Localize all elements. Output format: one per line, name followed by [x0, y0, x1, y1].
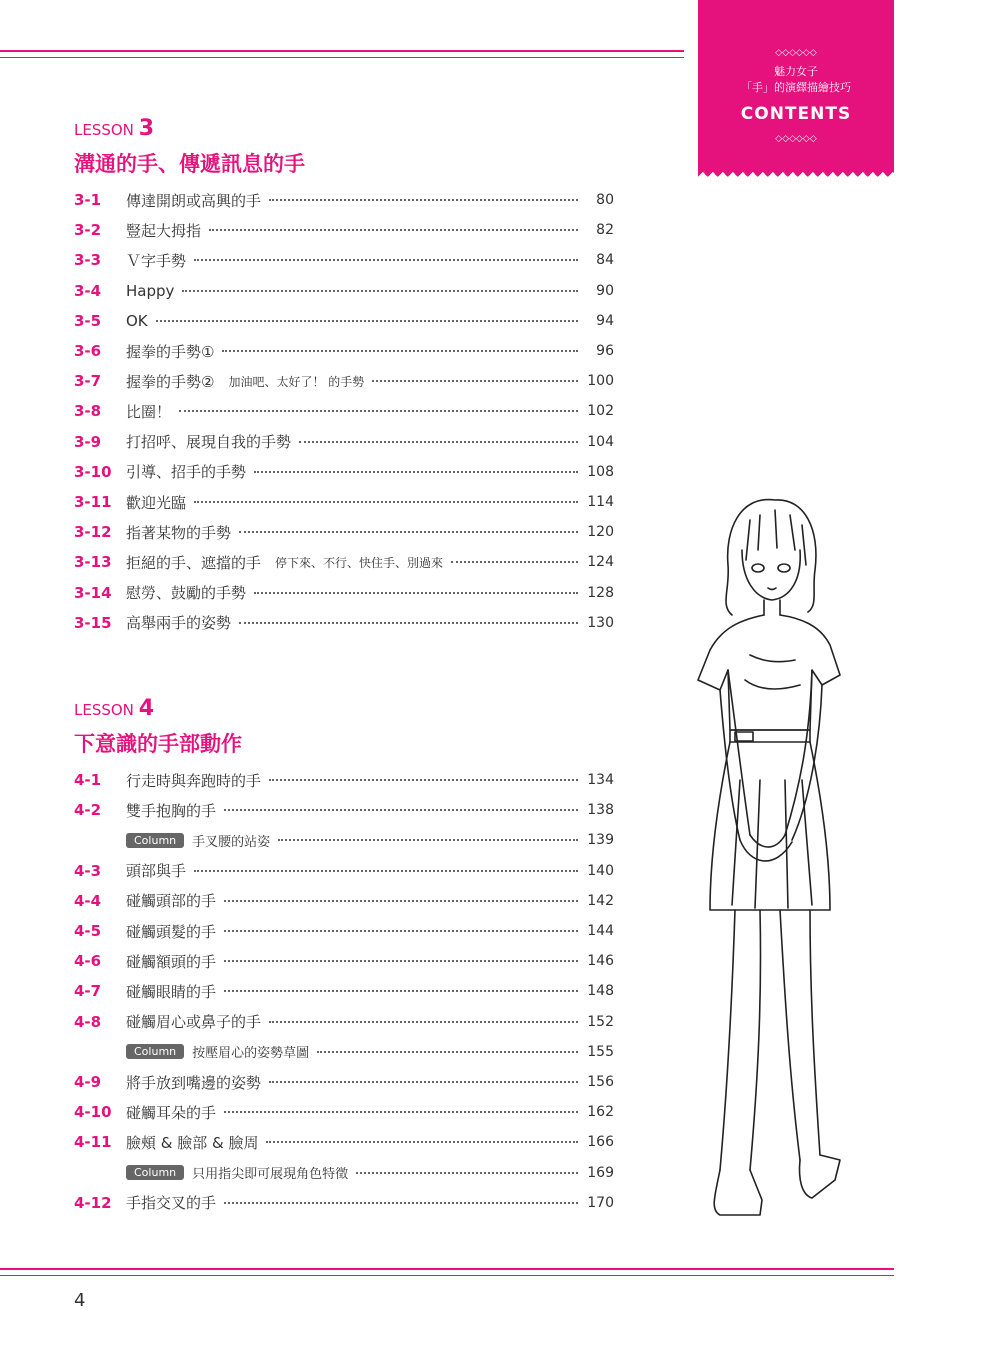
toc-entry-page: 162 [587, 1104, 614, 1121]
lesson3-number: 3 [138, 116, 154, 141]
dot-leader [222, 350, 578, 352]
toc-entry-number: 4-11 [74, 1133, 112, 1152]
toc-entry [74, 427, 614, 457]
toc-entry [74, 1067, 614, 1097]
page-number: 4 [74, 1290, 86, 1311]
toc-entry-title: 指著某物的手勢 [126, 523, 232, 542]
toc-entry-number: 3-5 [74, 311, 102, 330]
dot-leader [356, 1172, 578, 1174]
toc-entry-number: 4-2 [74, 801, 102, 820]
toc-entry-page: 146 [587, 953, 614, 970]
toc-entry-title: Ｖ字手勢 [126, 251, 187, 270]
toc-entry-number: 4-7 [74, 982, 102, 1001]
toc-entry [74, 856, 614, 886]
toc-entry [74, 795, 614, 825]
toc-entry [74, 1037, 614, 1067]
diamond-decoration-top: ◇◇◇◇◇◇ [775, 48, 817, 58]
toc-entry [74, 1127, 614, 1157]
toc-entry-page: 140 [587, 862, 614, 879]
tab-subtitle-line1: 魅力女子 [774, 65, 818, 78]
toc-entry-title: OK [126, 311, 148, 330]
dot-leader [372, 380, 578, 382]
toc-entry-title: 碰觸頭髮的手 [126, 922, 217, 941]
toc-entry-title: 只用指尖即可展現角色特徵 [192, 1167, 349, 1183]
toc-entry-number: 4-9 [74, 1073, 102, 1091]
toc-entry [74, 396, 614, 426]
toc-entry-title: 比圈！ [126, 402, 172, 421]
toc-entry-title: Happy [126, 281, 175, 300]
toc-entry-title: 握拳的手勢② [126, 372, 215, 391]
toc-entry-title: 碰觸頭部的手 [126, 892, 217, 911]
toc-entry-number: 3-2 [74, 221, 102, 240]
dot-leader [269, 1021, 578, 1023]
dot-leader [254, 592, 578, 594]
lesson4-tag [74, 696, 154, 721]
toc-entry-number: 3-8 [74, 402, 102, 421]
dot-leader [239, 622, 578, 624]
dot-leader [299, 441, 578, 443]
toc-entry-page: 102 [587, 403, 614, 420]
toc-entry-page: 84 [596, 252, 614, 269]
toc-entry-number: 4-1 [74, 771, 102, 789]
toc-entry [74, 886, 614, 916]
toc-entry-number: 4-8 [74, 1012, 102, 1031]
toc-entry-page: 82 [596, 222, 614, 239]
lesson3-tag [74, 116, 154, 141]
tab-subtitle-line2: 「手」的演繹描繪技巧 [741, 81, 851, 94]
toc-entry [74, 608, 614, 638]
toc-entry-page: 152 [587, 1013, 614, 1030]
toc-entry [74, 1188, 614, 1218]
toc-entry [74, 578, 614, 608]
toc-entry-note: 加油吧、太好了！ 的手勢 [228, 374, 365, 389]
lesson4-label: LESSON [74, 701, 134, 719]
toc-entry-page: 94 [596, 312, 614, 329]
toc-entry-number: 3-3 [74, 251, 102, 270]
toc-entry-page: 104 [587, 433, 614, 450]
dot-leader [156, 320, 578, 322]
toc-entry-page: 114 [587, 494, 614, 510]
dot-leader [209, 229, 578, 231]
toc-entry-title: 碰觸額頭的手 [126, 952, 217, 971]
toc-entry [74, 946, 614, 976]
toc-entry-page: 120 [587, 524, 614, 541]
bottom-rule-thin [0, 1275, 894, 1276]
toc-entry-page: 169 [587, 1164, 614, 1181]
bottom-rule [0, 1268, 894, 1270]
toc-entry-title: 碰觸眼睛的手 [126, 982, 217, 1001]
dot-leader [224, 960, 578, 962]
toc-entry-note: 停下來、不行、快住手、別過來 [275, 555, 444, 570]
toc-entry-title: 引導、招手的手勢 [126, 463, 247, 482]
toc-entry-number: 3-13 [74, 553, 112, 572]
lesson3-title: 溝通的手、傳遞訊息的手 [74, 152, 305, 176]
toc-entry-number: 3-12 [74, 523, 112, 542]
toc-entry-number: 3-4 [74, 281, 102, 300]
toc-entry-page: 128 [587, 584, 614, 601]
toc-entry [74, 517, 614, 547]
toc-entry-title: 手叉腰的站姿 [192, 834, 271, 850]
toc-entry [74, 916, 614, 946]
toc-entry [74, 1007, 614, 1037]
toc-entry [74, 1097, 614, 1127]
toc-entry-title: 按壓眉心的姿勢草圖 [192, 1046, 310, 1062]
toc-entry-page: 142 [587, 892, 614, 909]
dot-leader [224, 930, 578, 932]
toc-entry-number: 4-4 [74, 891, 102, 910]
column-badge: Column [126, 833, 184, 848]
dot-leader [317, 1051, 578, 1053]
toc-entry [74, 765, 614, 795]
toc-entry-title: 慰勞、鼓勵的手勢 [126, 584, 247, 603]
dot-leader [269, 779, 578, 781]
dot-leader [278, 839, 578, 841]
toc-entry-title: 行走時與奔跑時的手 [126, 771, 262, 790]
toc-entry-page: 80 [596, 192, 614, 208]
toc-entry-title: 打招呼、展現自我的手勢 [126, 433, 292, 452]
toc-entry-number: 3-6 [74, 342, 102, 360]
toc-entry-title: 握拳的手勢① [126, 342, 215, 361]
dot-leader [266, 1141, 578, 1143]
toc-entry-title: 將手放到嘴邊的姿勢 [126, 1073, 262, 1092]
toc-entry-page: 124 [587, 554, 614, 571]
toc-entry-page: 148 [587, 983, 614, 1000]
toc-entry-title: 傳達開朗或高興的手 [126, 191, 262, 210]
toc-entry-page: 100 [587, 373, 614, 390]
toc-entry-title: 碰觸耳朵的手 [126, 1103, 217, 1122]
toc-entry-number: 3-1 [74, 191, 102, 209]
toc-entry-page: 144 [587, 923, 614, 939]
toc-entry-number: 4-10 [74, 1103, 112, 1122]
toc-entry-page: 134 [587, 772, 614, 788]
toc-entry-title: 豎起大拇指 [126, 221, 202, 240]
column-badge: Column [126, 1044, 184, 1059]
toc-entry [74, 245, 614, 275]
toc-entry-number: 3-7 [74, 372, 102, 391]
toc-entry-page: 139 [587, 832, 614, 849]
toc-entry-title: 手指交叉的手 [126, 1194, 217, 1213]
toc-entry-page: 96 [596, 343, 614, 359]
column-badge: Column [126, 1165, 184, 1180]
toc-entry-page: 108 [587, 463, 614, 480]
toc-entry-number: 4-3 [74, 861, 102, 880]
toc-entry-page: 166 [587, 1134, 614, 1151]
lesson3-label: LESSON [74, 121, 134, 139]
dot-leader [194, 259, 578, 261]
contents-tab [698, 0, 894, 172]
toc-entry-title: 臉頰 & 臉部 & 臉周 [126, 1133, 259, 1152]
toc-entry-page: 138 [587, 802, 614, 819]
toc-entry-number: 4-12 [74, 1193, 112, 1212]
girl-illustration [680, 480, 860, 1230]
toc-entry [74, 185, 614, 215]
dot-leader [239, 531, 578, 533]
lesson4-title: 下意識的手部動作 [74, 732, 242, 756]
dot-leader [254, 471, 578, 473]
dot-leader [451, 561, 578, 563]
dot-leader [224, 900, 578, 902]
top-rule [0, 50, 684, 52]
toc-entry-title: 歡迎光臨 [126, 493, 187, 512]
toc-entry [74, 457, 614, 487]
toc-entry [74, 547, 614, 577]
tab-zigzag-edge [698, 172, 894, 180]
toc-entry-number: 3-14 [74, 583, 112, 602]
dot-leader [194, 870, 578, 872]
toc-entry-page: 170 [587, 1194, 614, 1211]
toc-entry-number: 4-6 [74, 952, 102, 971]
toc-entry-number: 3-11 [74, 493, 112, 511]
dot-leader [194, 501, 578, 503]
toc-entry-number: 3-9 [74, 432, 102, 451]
toc-entry [74, 976, 614, 1006]
dot-leader [224, 809, 578, 811]
toc-entry [74, 366, 614, 396]
toc-entry [74, 825, 614, 855]
toc-entry-number: 4-5 [74, 922, 102, 940]
dot-leader [179, 410, 578, 412]
dot-leader [269, 1081, 578, 1083]
lesson4-number: 4 [138, 696, 154, 721]
toc-entry-number: 3-15 [74, 613, 112, 632]
toc-entry [74, 487, 614, 517]
toc-entry [74, 1158, 614, 1188]
toc-entry [74, 336, 614, 366]
top-rule-thin [0, 57, 684, 58]
dot-leader [182, 290, 578, 292]
dot-leader [224, 1202, 578, 1204]
toc-entry-title: 拒絕的手、遮擋的手 [126, 553, 262, 572]
toc-entry [74, 306, 614, 336]
toc-entry-title: 雙手抱胸的手 [126, 801, 217, 820]
toc-entry-page: 155 [587, 1043, 614, 1060]
toc-entry-title: 高舉兩手的姿勢 [126, 614, 232, 633]
toc-entry-title: 頭部與手 [126, 862, 187, 881]
dot-leader [224, 1111, 578, 1113]
toc-entry [74, 276, 614, 306]
contents-heading: CONTENTS [740, 104, 852, 124]
toc-entry [74, 215, 614, 245]
dot-leader [224, 990, 578, 992]
diamond-decoration-bottom: ◇◇◇◇◇◇ [775, 134, 817, 144]
toc-entry-title: 碰觸眉心或鼻子的手 [126, 1013, 262, 1032]
toc-entry-page: 130 [587, 614, 614, 631]
toc-entry-number: 3-10 [74, 462, 112, 481]
toc-entry-page: 156 [587, 1074, 614, 1090]
toc-entry-page: 90 [596, 282, 614, 299]
dot-leader [269, 199, 578, 201]
